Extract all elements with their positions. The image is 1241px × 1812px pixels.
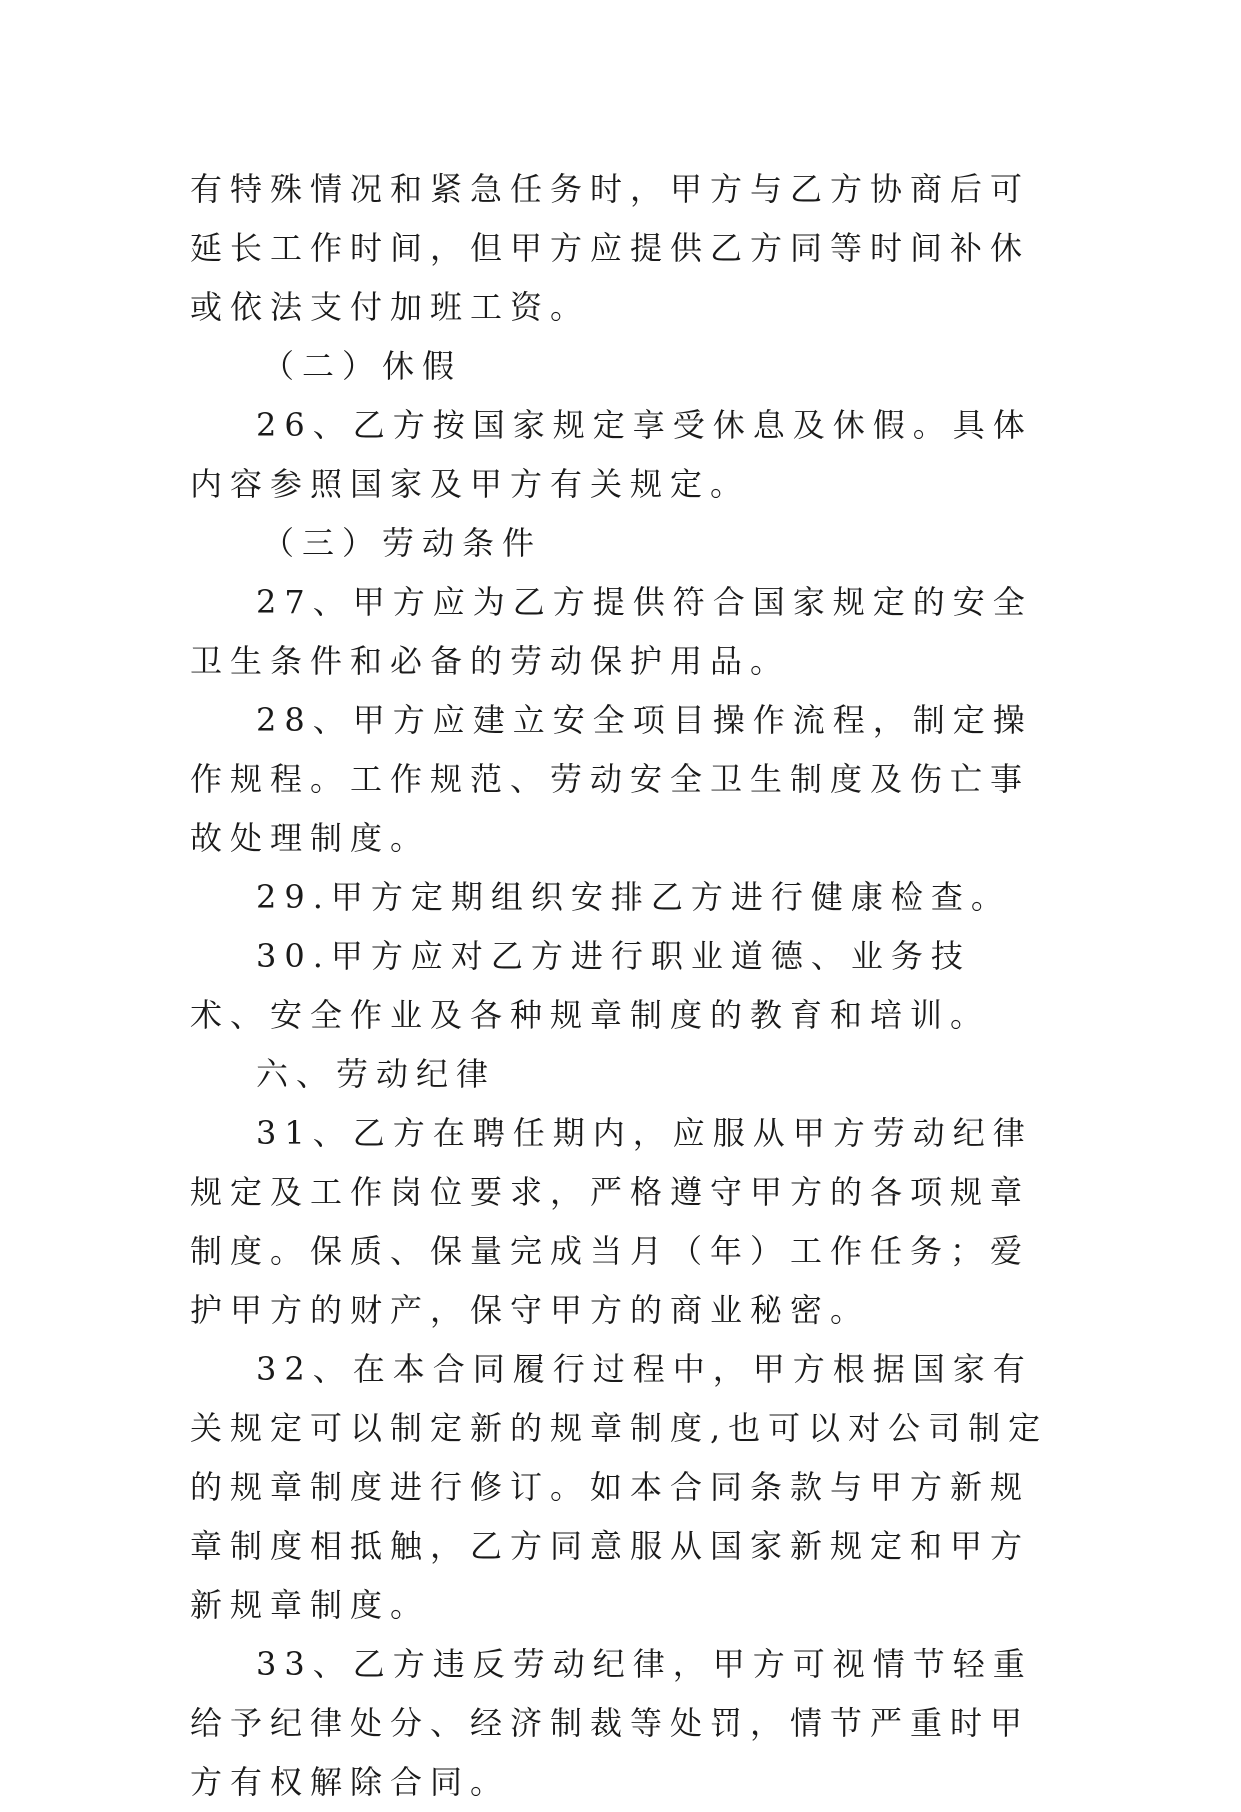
- section-heading-labor-discipline: 六、劳动纪律: [256, 1055, 497, 1093]
- clause-28: 28、甲方应建立安全项目操作流程，制定操作规程。工作规范、劳动安全卫生制度及伤亡事故处理制度。: [190, 701, 1033, 857]
- section-heading-labor-conditions: （三）劳动条件: [262, 524, 543, 562]
- document-body: [190, 160, 1050, 1812]
- clause-26: 26、乙方按国家规定享受休息及休假。具体内容参照国家及甲方有关规定。: [190, 406, 1033, 503]
- clause-30: 30.甲方应对乙方进行职业道德、业务技术、安全作业及各种规章制度的教育和培训。: [190, 937, 991, 1034]
- paragraph-overtime: 有特殊情况和紧急任务时，甲方与乙方协商后可延长工作时间，但甲方应提供乙方同等时间补休或依法支付加班工资。: [190, 170, 1031, 326]
- clause-27: 27、甲方应为乙方提供符合国家规定的安全卫生条件和必备的劳动保护用品。: [190, 583, 1033, 680]
- clause-31: 31、乙方在聘任期内，应服从甲方劳动纪律规定及工作岗位要求，严格遵守甲方的各项规章制度。保质、保量完成当月（年）工作任务；爱护甲方的财产，保守甲方的商业秘密。: [190, 1114, 1033, 1329]
- clause-32: 32、在本合同履行过程中，甲方根据国家有关规定可以制定新的规章制度,也可以对公司制定的规章制度进行修订。如本合同条款与甲方新规章制度相抵触，乙方同意服从国家新规定和甲方新规章制度。: [190, 1350, 1049, 1624]
- section-heading-leave: （二）休假: [262, 347, 463, 385]
- clause-33: 33、乙方违反劳动纪律，甲方可视情节轻重给予纪律处分、经济制裁等处罚，情节严重时甲方有权解除合同。: [190, 1645, 1033, 1801]
- clause-29: 29.甲方定期组织安排乙方进行健康检查。: [256, 878, 1011, 916]
